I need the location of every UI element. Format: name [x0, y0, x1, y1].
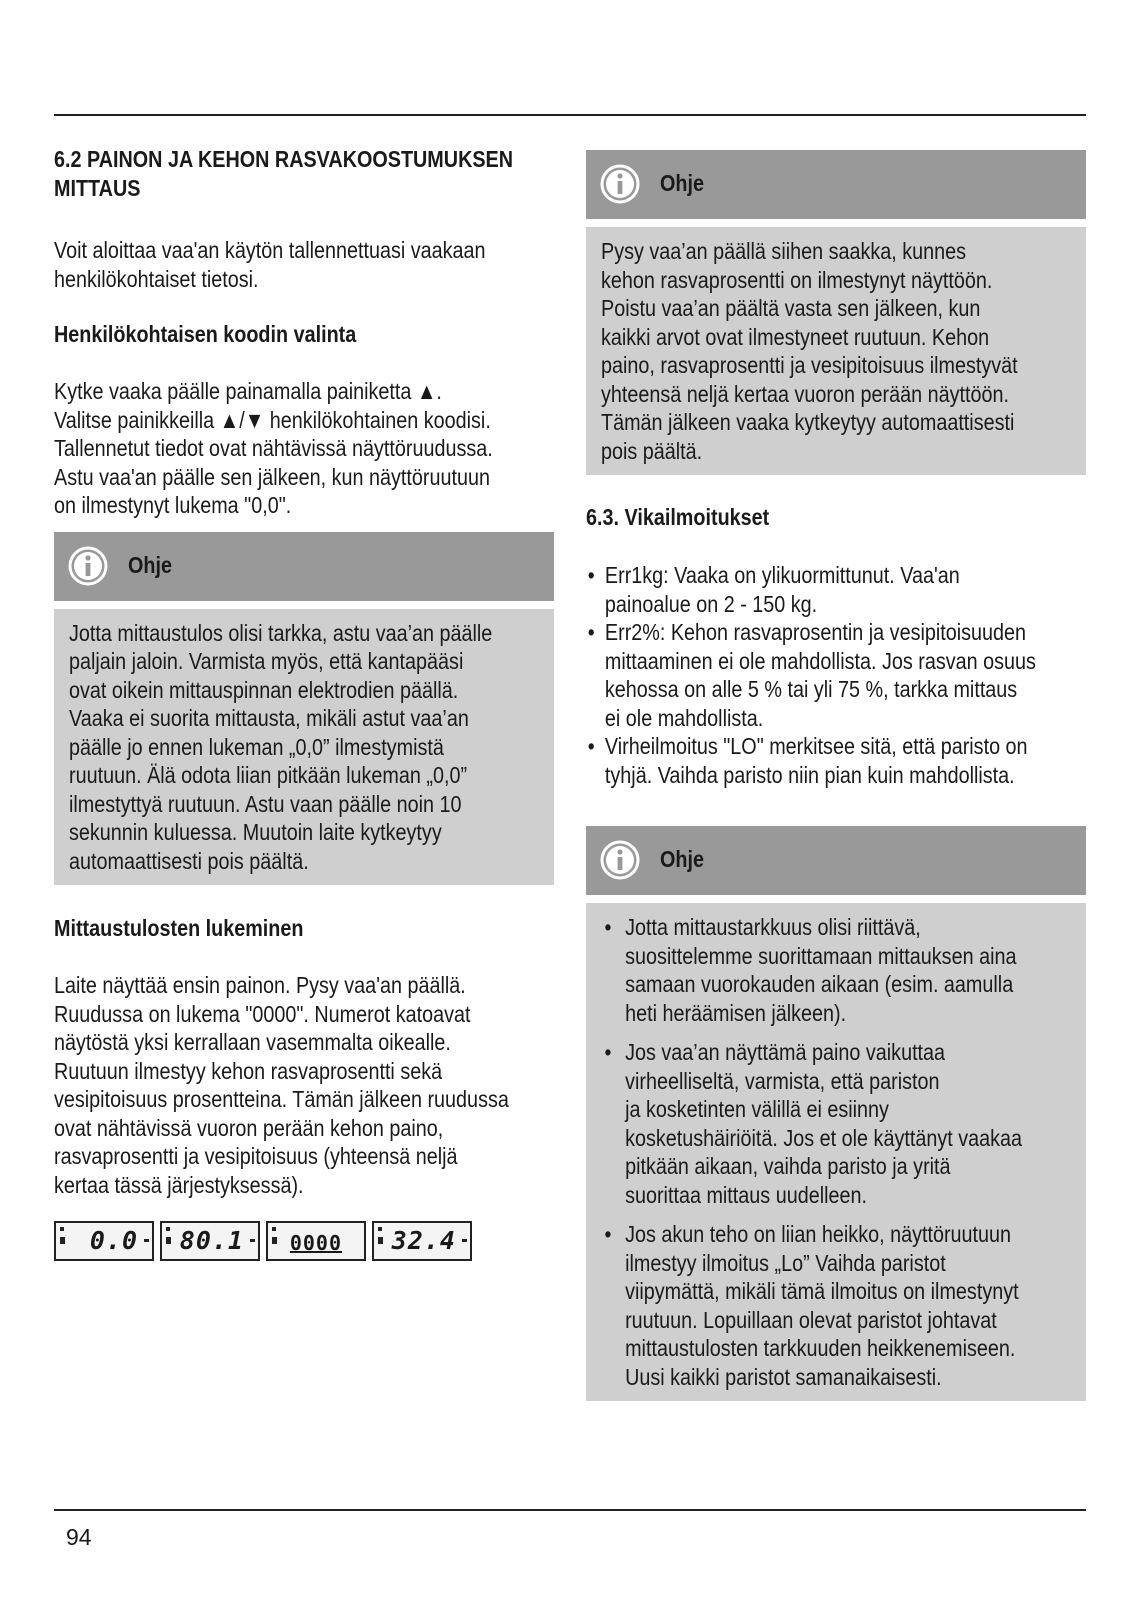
lcd-value: 0000	[289, 1231, 342, 1255]
note-text: Pysy vaa’an päällä siihen saakka, kunnes kehon rasvaprosentti on ilmestynyt näyttöön. Poistu vaa’an päältä vasta sen jälkeen, kun kaikki arvot ovat ilmestyneet ruutuun. Kehon paino, rasvaprosentti ja vesipitoisuus ilmestyvät yhteensä neljä kertaa vuoron perään näyttöön. Tämän jälkeen vaaka kytkeytyy automaattisesti pois päältä.	[601, 238, 1018, 464]
info-icon	[600, 164, 640, 204]
bottom-rule	[54, 1509, 1086, 1511]
note-body	[586, 227, 1086, 475]
bullet: •	[604, 1039, 612, 1065]
note-label: Ohje	[660, 846, 704, 872]
note-header	[54, 532, 554, 601]
reading-text: Laite näyttää ensin painon. Pysy vaa'an päällä. Ruudussa on lukema "0000". Numerot katoavat näytöstä yksi kerrallaan vasemmalta oikealle. Ruutuun ilmestyy kehon rasvaprosentti sekä vesipitoisuus prosentteina. Tämän jälkeen ruudussa ovat nähtävissä vuoron perään kehon paino, rasvaprosentti ja vesipitoisuus (yhteensä neljä kertaa tässä järjestyksessä).	[54, 972, 509, 1198]
note-text: Jotta mittaustulos olisi tarkka, astu vaa’an päälle paljain jaloin. Varmista myös, että kantapääsi ovat oikein mittauspinnan elektrodien päällä. Vaaka ei suorita mittausta, mikäli astut vaa’an päälle jo ennen lukeman „0,0” ilmestymistä ruutuun. Älä odota liian pitkään lukeman „0,0” ilmestyttyä ruutuun. Astu vaan päälle noin 10 sekunnin kuluessa. Muutoin laite kytkeytyy automaattisesti pois päältä.	[69, 619, 493, 874]
lcd-value: 0.0	[89, 1226, 138, 1255]
bullet: •	[604, 1221, 612, 1247]
note-body	[586, 903, 1086, 1401]
note-header	[586, 826, 1086, 895]
section-title: 6.2 PAINON JA KEHON RASVAKOOSTUMUKSEN MITTAUS	[54, 146, 514, 201]
lcd-value: 32.4	[391, 1226, 456, 1255]
right-column	[586, 150, 1086, 1401]
lcd-display-zeros	[266, 1221, 366, 1261]
note-box-2	[586, 150, 1086, 475]
reading-heading: Mittaustulosten lukeminen	[54, 915, 304, 941]
list-item: • Jos akun teho on liian heikko, näyttöruutuun ilmestyy ilmoitus „Lo” Vaihda paristot viipymättä, mikäli tämä ilmoitus on ilmestynyt ruutuun. Lopuillaan olevat paristot johtavat mittaustulosten tarkkuuden heikkenemiseen. Uusi kaikki paristot samanaikaisesti.	[604, 1221, 1019, 1390]
bullet: •	[587, 619, 595, 645]
bullet: •	[587, 562, 595, 588]
lcd-display-fat	[372, 1221, 472, 1261]
error-list	[586, 561, 1086, 789]
list-item: • Virheilmoitus "LO" merkitsee sitä, että paristo on tyhjä. Vaihda paristo niin pian kuin mahdollista.	[587, 733, 1028, 788]
note-label: Ohje	[128, 551, 172, 578]
note-box-3	[586, 826, 1086, 1401]
list-item: • Err2%: Kehon rasvaprosentin ja vesipitoisuuden mittaaminen ei ole mahdollista. Jos rasvan osuus kehossa on alle 5 % tai yli 75 %, tarkka mittaus ei ole mahdollista.	[587, 619, 1036, 731]
note-list	[601, 913, 1072, 1391]
info-icon	[68, 546, 108, 586]
errors-heading: 6.3. Vikailmoitukset	[586, 504, 770, 530]
top-rule	[54, 114, 1086, 116]
bullet: •	[587, 733, 595, 759]
info-icon	[600, 840, 640, 880]
code-heading: Henkilökohtaisen koodin valinta	[54, 321, 357, 347]
note-label: Ohje	[660, 170, 704, 196]
left-column	[54, 145, 554, 1261]
lcd-display-weight-zero	[54, 1221, 154, 1261]
lcd-value: 80.1	[179, 1226, 244, 1255]
list-item: • Jos vaa’an näyttämä paino vaikuttaa virheelliseltä, varmista, että pariston ja kosketinten välillä ei esiinny kosketushäiriöitä. Jos et ole käyttänyt vaakaa pitkään aikaan, vaihda paristo ja yritä suorittaa mittaus uudelleen.	[604, 1039, 1022, 1208]
list-item: • Jotta mittaustarkkuus olisi riittävä, suosittelemme suorittamaan mittauksen aina samaan vuorokauden aikaan (esim. aamulla heti heräämisen jälkeen).	[604, 914, 1017, 1026]
intro-text: Voit aloittaa vaa'an käytön tallennettuasi vaakaan henkilökohtaiset tietosi.	[54, 237, 486, 292]
note-header	[586, 150, 1086, 219]
display-readings	[54, 1221, 554, 1261]
list-item: • Err1kg: Vaaka on ylikuormittunut. Vaa'an painoalue on 2 - 150 kg.	[587, 562, 960, 617]
note-body	[54, 609, 554, 886]
page-number: 94	[66, 1524, 92, 1550]
note-box-1	[54, 532, 554, 886]
code-text: Kytke vaaka päälle painamalla painiketta ▲. Valitse painikkeilla ▲/▼ henkilökohtainen koodisi. Tallennetut tiedot ovat nähtävissä näyttöruudussa. Astu vaa'an päälle sen jälkeen, kun näyttöruutuun on ilmestynyt lukema "0,0".	[54, 378, 493, 518]
lcd-display-weight	[160, 1221, 260, 1261]
bullet: •	[604, 914, 612, 940]
